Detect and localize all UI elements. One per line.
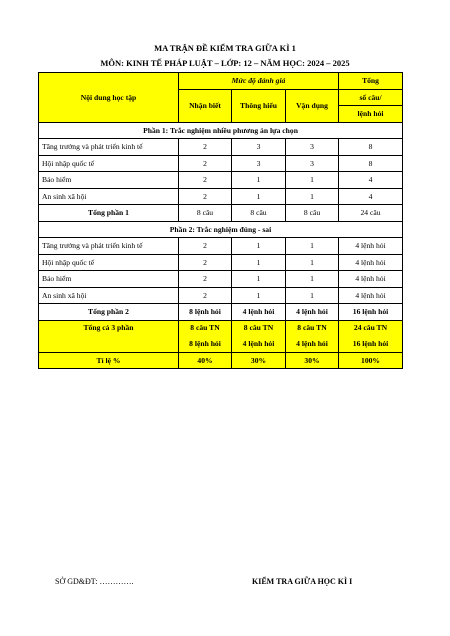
topic-cell: Tăng trưởng và phát triển kinh tế — [39, 238, 179, 255]
grand-value: 8 câu TN — [190, 323, 220, 333]
value-cell: 4 lệnh hỏi — [232, 304, 286, 321]
table-row — [39, 287, 403, 304]
value-cell: 1 — [286, 254, 339, 271]
header-total-1: Tổng — [339, 73, 403, 90]
header-total-2: số câu/ — [339, 89, 403, 106]
ratio-value: 40% — [179, 352, 232, 369]
total-cell: 4 — [339, 188, 403, 205]
value-cell: 8 lệnh hỏi — [179, 304, 232, 321]
topic-cell: Hội nhập quốc tế — [39, 155, 179, 172]
page-title: MA TRẬN ĐỀ KIỂM TRA GIỮA KÌ 1 — [154, 43, 296, 53]
header-level-3: Vận dụng — [286, 89, 339, 122]
topic-cell: Bảo hiểm — [39, 172, 179, 189]
grand-cell-3 — [286, 320, 339, 352]
table-row — [39, 238, 403, 255]
footer-exam-title: KIỂM TRA GIỮA HỌC KÌ I — [252, 577, 353, 586]
total-cell: 4 lệnh hỏi — [339, 287, 403, 304]
table-row — [39, 155, 403, 172]
value-cell: 1 — [232, 238, 286, 255]
value-cell: 1 — [232, 254, 286, 271]
total-cell: 4 lệnh hỏi — [339, 271, 403, 288]
grand-value: 8 câu TN — [297, 323, 327, 333]
grand-value: 24 câu TN — [353, 323, 388, 333]
value-cell: 1 — [232, 172, 286, 189]
table-row — [39, 139, 403, 156]
value-cell: 2 — [179, 238, 232, 255]
topic-cell: Bảo hiểm — [39, 271, 179, 288]
ratio-total: 100% — [339, 352, 403, 369]
table-row — [39, 172, 403, 189]
total-cell: 4 lệnh hỏi — [339, 238, 403, 255]
value-cell: 2 — [179, 188, 232, 205]
value-cell: 4 lệnh hỏi — [286, 304, 339, 321]
value-cell: 3 — [286, 155, 339, 172]
header-content: Nội dung học tập — [39, 73, 179, 123]
value-cell: 1 — [286, 287, 339, 304]
header-level-2: Thông hiểu — [232, 89, 286, 122]
grand-value: 4 lệnh hỏi — [242, 338, 275, 348]
value-cell: 1 — [286, 172, 339, 189]
table-row — [39, 254, 403, 271]
value-cell: 1 — [232, 188, 286, 205]
total-cell: 8 — [339, 155, 403, 172]
value-cell: 1 — [286, 188, 339, 205]
value-cell: 8 câu — [179, 205, 232, 222]
ratio-value: 30% — [286, 352, 339, 369]
header-level-1: Nhận biết — [179, 89, 232, 122]
value-cell: 2 — [179, 172, 232, 189]
grand-cell-2 — [232, 320, 286, 352]
grand-cell-1 — [179, 320, 232, 352]
grand-value: 16 lệnh hỏi — [352, 338, 389, 348]
total-cell: 24 câu — [339, 205, 403, 222]
grand-value: 4 lệnh hỏi — [296, 338, 328, 348]
ratio-row — [39, 352, 403, 369]
value-cell: 3 — [232, 139, 286, 156]
value-cell: 2 — [179, 254, 232, 271]
table-row — [39, 271, 403, 288]
value-cell: 1 — [286, 271, 339, 288]
value-cell: 2 — [179, 155, 232, 172]
subtotal-row — [39, 205, 403, 222]
grand-cell-total — [339, 320, 403, 352]
value-cell: 2 — [179, 287, 232, 304]
total-cell: 8 — [339, 139, 403, 156]
total-cell: 16 lệnh hỏi — [339, 304, 403, 321]
topic-cell: An sinh xã hội — [39, 287, 179, 304]
value-cell: 3 — [232, 155, 286, 172]
topic-cell: An sinh xã hội — [39, 188, 179, 205]
grand-total-label: Tổng cả 3 phần — [39, 320, 179, 352]
value-cell: 2 — [179, 271, 232, 288]
grand-value: 8 câu TN — [243, 323, 274, 333]
grand-value: 8 lệnh hỏi — [189, 338, 221, 348]
part1-title: Phần 1: Trắc nghiệm nhiều phương án lựa chọn — [39, 122, 403, 139]
value-cell: 1 — [232, 271, 286, 288]
part2-title: Phần 2: Trắc nghiệm đúng - sai — [39, 221, 403, 238]
header-total-3: lệnh hỏi — [339, 106, 403, 123]
section-row — [39, 221, 403, 238]
value-cell: 8 câu — [286, 205, 339, 222]
ratio-label: Tỉ lệ % — [39, 352, 179, 369]
total-cell: 4 — [339, 172, 403, 189]
topic-cell: Tăng trưởng và phát triển kinh tế — [39, 139, 179, 156]
value-cell: 2 — [179, 139, 232, 156]
value-cell: 1 — [286, 238, 339, 255]
subtotal-label: Tổng phần 1 — [39, 205, 179, 222]
table-row — [39, 188, 403, 205]
ratio-value: 30% — [232, 352, 286, 369]
value-cell: 3 — [286, 139, 339, 156]
subtotal-label: Tổng phần 2 — [39, 304, 179, 321]
value-cell: 8 câu — [232, 205, 286, 222]
section-row — [39, 122, 403, 139]
page-subtitle: MÔN: KINH TẾ PHÁP LUẬT – LỚP: 12 – NĂM HỌC: 2024 – 2025 — [100, 58, 350, 68]
topic-cell: Hội nhập quốc tế — [39, 254, 179, 271]
subtotal-row — [39, 304, 403, 321]
total-cell: 4 lệnh hỏi — [339, 254, 403, 271]
value-cell: 1 — [232, 287, 286, 304]
header-row — [39, 73, 403, 90]
matrix-table — [38, 72, 403, 369]
header-level-group: Mức độ đánh giá — [179, 73, 339, 90]
footer-department: SỞ GD&ĐT: …………. — [55, 577, 134, 586]
grand-total-row — [39, 320, 403, 352]
